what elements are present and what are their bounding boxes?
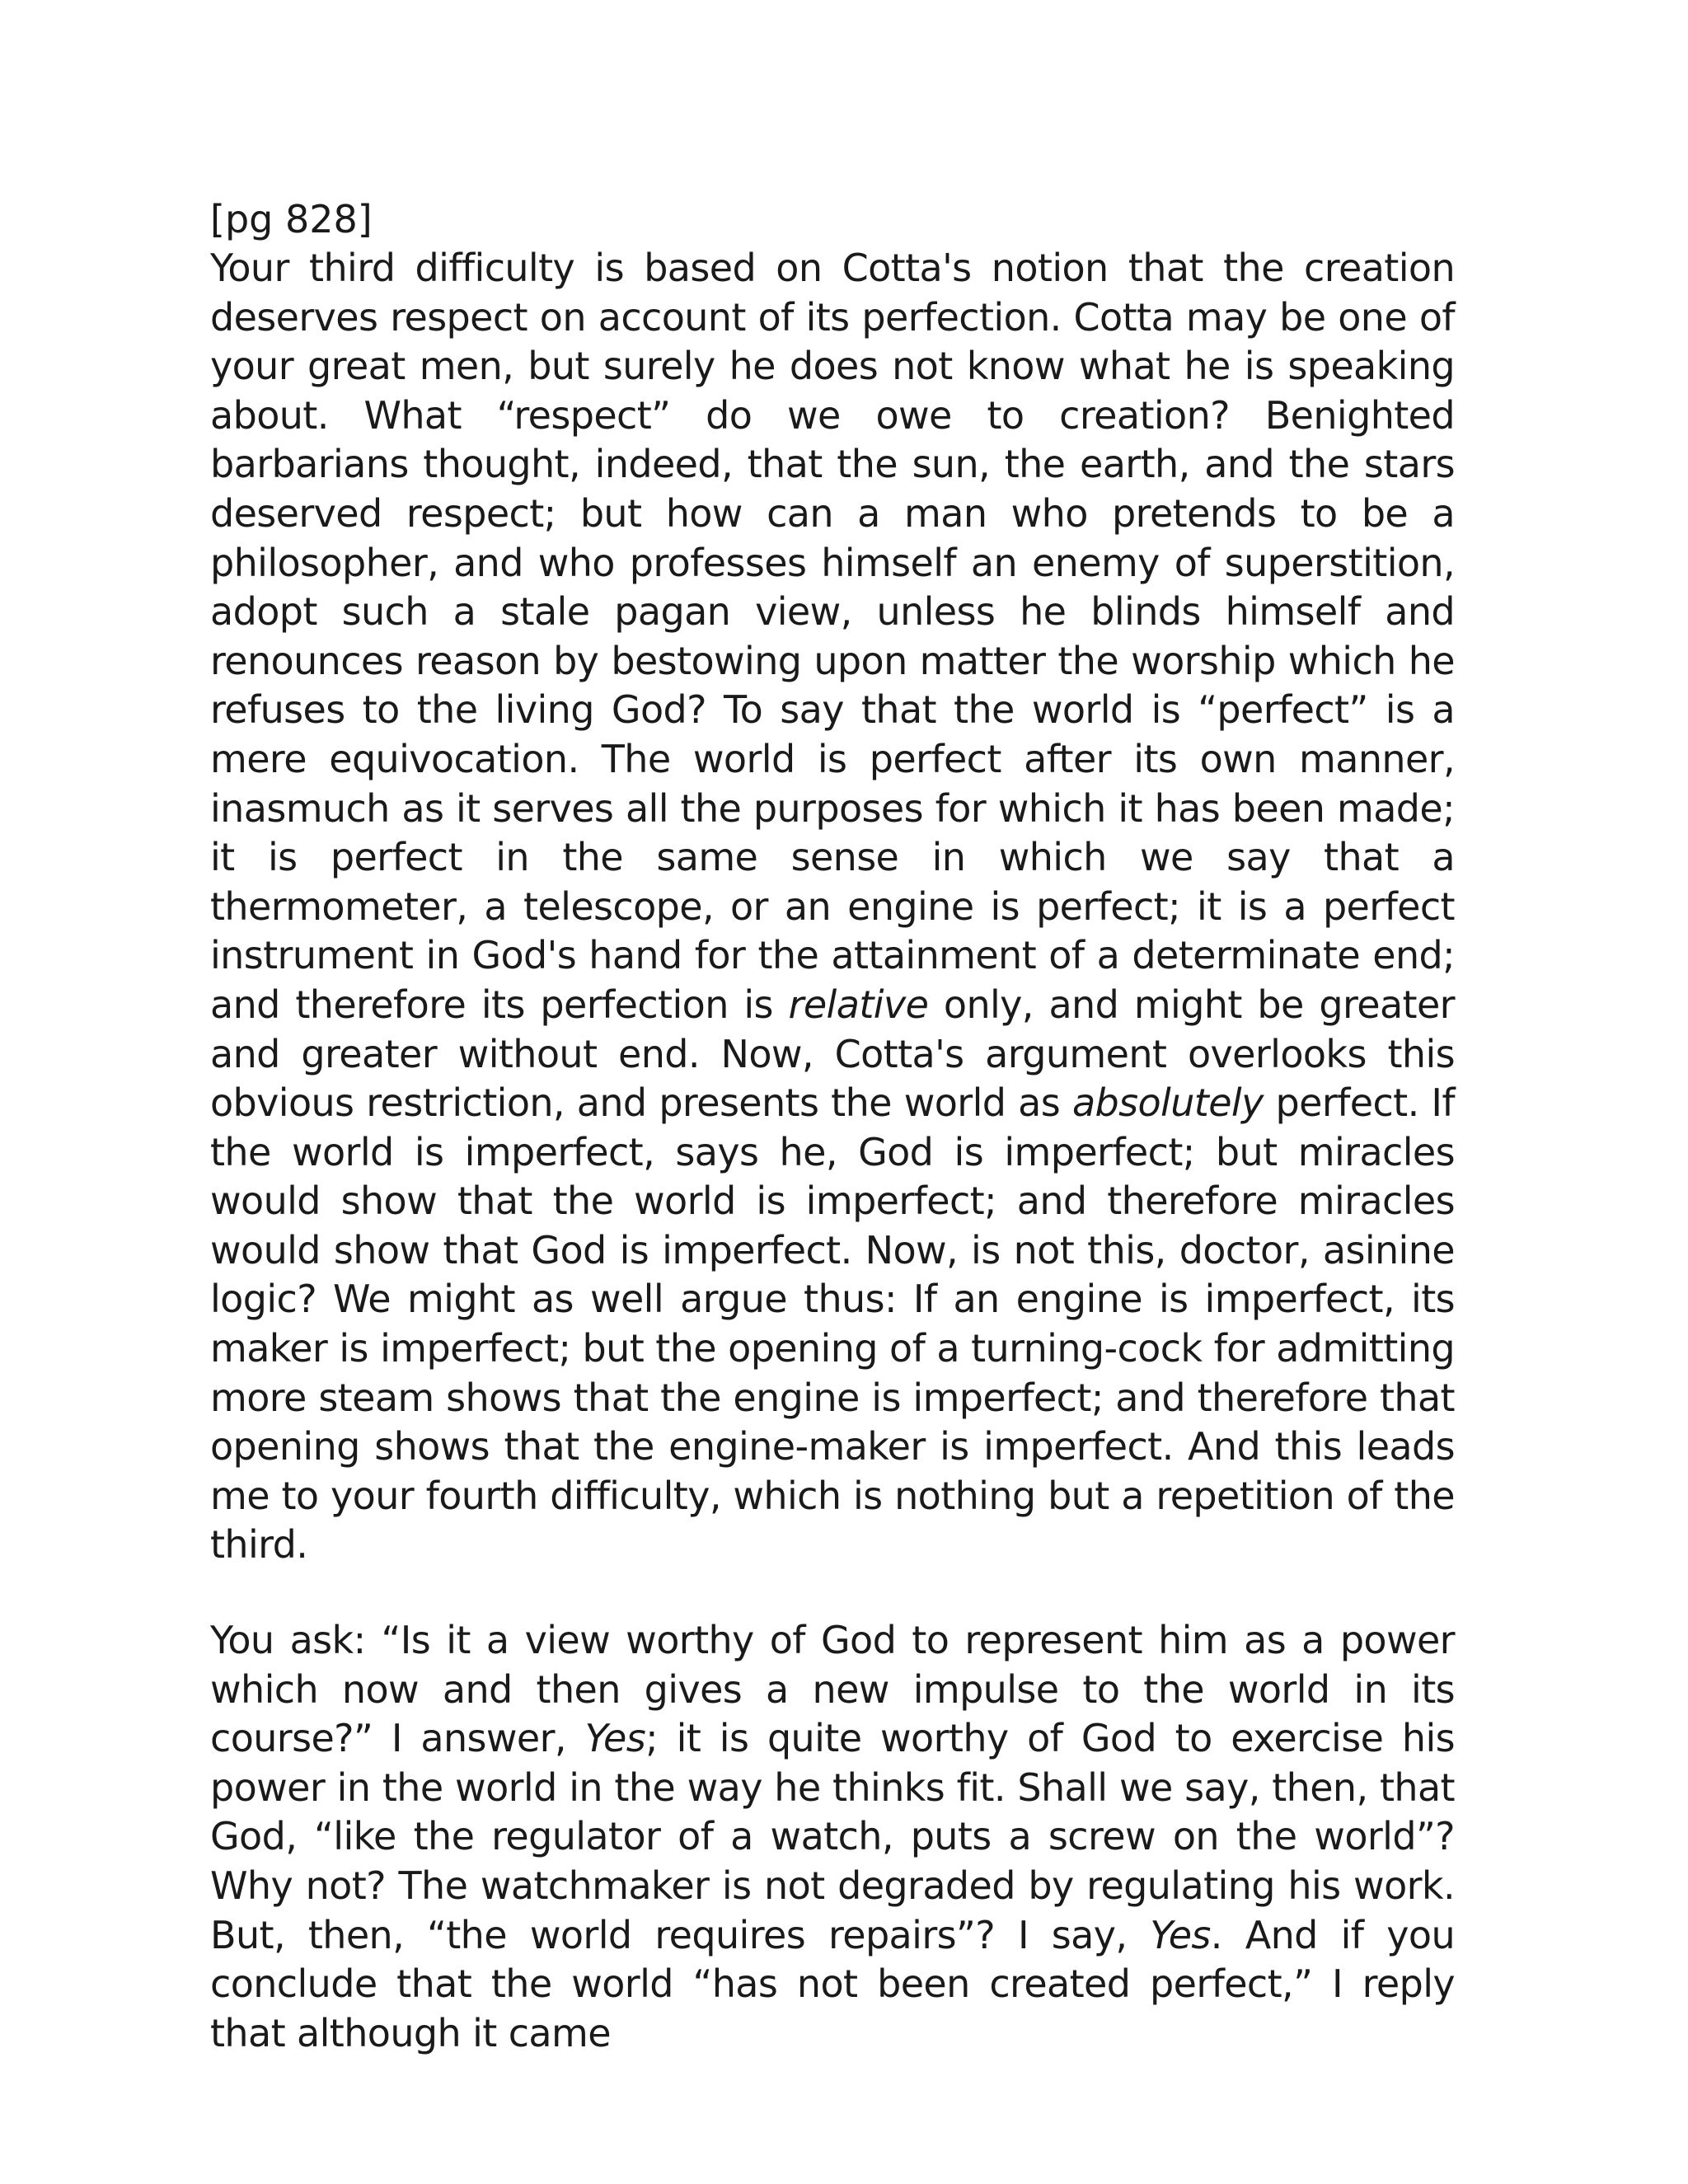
text-run: only, and might be greater and greater without end. Now, Cotta's argument overlooks this obvious restriction, and presents the world as [210, 982, 1455, 1126]
page-number: [pg 828] [210, 197, 373, 241]
text-run: ; it is quite worthy of God to exercise his power in the world in the way he thinks fit. Shall we say, then, that God, “like the regulator of a watch, puts a screw on the world”? Why not? The watchmaker is not degraded by regulating his work. But, then, “the world requires repairs”? I say, [210, 1716, 1455, 1957]
text-run: . And if you conclude that the world “has not been created perfect,” I reply that although it came [210, 1912, 1455, 2055]
italic-run: Yes [584, 1716, 646, 1761]
italic-run: absolutely [1071, 1080, 1264, 1126]
text-run: You ask: “Is it a view worthy of God to represent him as a power which now and then gives a new impulse to the world in its course?” I answer, [210, 1618, 1455, 1761]
italic-run: relative [788, 982, 929, 1027]
text-run: Your third difficulty is based on Cotta's notion that the creation deserves respect on account of its perfection. Cotta may be one of your great men, but surely he does not know what he is speaking about. What “respect” do we owe to creation? Benighted barbarians thought, indeed, that the sun, the earth, and the stars deserved respect; but how can a man who pretends to be a philosopher, and who professes himself an enemy of superstition, adopt such a stale pagan view, unless he blinds himself and renounces reason by bestowing upon matter the worship which he refuses to the living God? To say that the world is “perfect” is a mere equivocation. The world is perfect after its own manner, inasmuch as it serves all the purposes for which it has been made; it is perfect in the same sense in which we say that a thermometer, a telescope, or an engine is perfect; it is a perfect instrument in God's hand for the attainment of a determinate end; and therefore its perfection is [210, 246, 1455, 1027]
italic-run: Yes [1150, 1912, 1211, 1957]
paragraph-2 [210, 1616, 1455, 2058]
document-page [210, 194, 1455, 2058]
paragraph-1 [210, 244, 1455, 1570]
text-run: perfect. If the world is imperfect, says he, God is imperfect; but miracles would show that the world is imperfect; and therefore miracles would show that God is imperfect. Now, is not this, doctor, asinine logic? We might as well argue thus: If an engine is imperfect, its maker is imperfect; but the opening of a turning-cock for admitting more steam shows that the engine is imperfect; and therefore that opening shows that the engine-maker is imperfect. And this leads me to your fourth difficulty, which is nothing but a repetition of the third. [210, 1080, 1455, 1568]
